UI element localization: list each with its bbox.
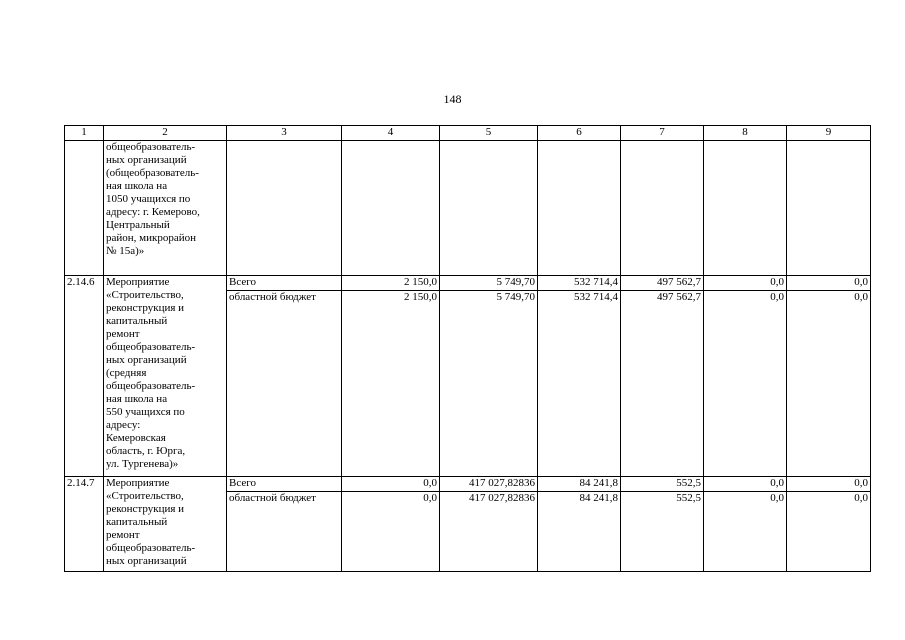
header-row [65, 126, 871, 141]
table-row [65, 276, 871, 477]
value-total: 497 562,7 [621, 276, 703, 291]
row-description: Мероприятие «Строительство, реконструкция и капитальный ремонт общеобразователь- ных организаций (средняя общеобразователь- ная школа на 550 учащихся по адресу: Кемеровская область, г. Юрга, ул. Тургенева)» [104, 276, 227, 477]
row-source [227, 141, 342, 276]
value-regional: 0,0 [423, 492, 437, 504]
budget-table [64, 125, 871, 572]
source-total: Всего [227, 477, 341, 492]
value-regional: 84 241,8 [579, 492, 618, 504]
row-value-8 [704, 477, 787, 572]
value-total: 532 714,4 [538, 276, 620, 291]
row-value-4 [342, 141, 440, 276]
value-regional: 417 027,82836 [469, 492, 535, 504]
value-total: 0,0 [787, 276, 870, 291]
source-regional: областной бюджет [229, 291, 316, 303]
value-total: 417 027,82836 [440, 477, 537, 492]
value-regional: 0,0 [770, 492, 784, 504]
col-header-2: 2 [104, 126, 227, 141]
value-total: 5 749,70 [440, 276, 537, 291]
col-header-4: 4 [342, 126, 440, 141]
value-regional: 0,0 [854, 291, 868, 303]
row-value-8 [704, 141, 787, 276]
row-value-7 [621, 141, 704, 276]
value-total: 552,5 [621, 477, 703, 492]
row-value-7 [621, 276, 704, 477]
row-value-6 [538, 141, 621, 276]
col-header-7: 7 [621, 126, 704, 141]
row-value-5 [440, 477, 538, 572]
row-value-9 [787, 477, 871, 572]
row-code: 2.14.6 [65, 276, 104, 477]
value-regional: 2 150,0 [404, 291, 437, 303]
row-code [65, 141, 104, 276]
value-regional: 5 749,70 [496, 291, 535, 303]
col-header-3: 3 [227, 126, 342, 141]
value-total: 0,0 [787, 477, 870, 492]
table-row [65, 141, 871, 276]
row-value-6 [538, 477, 621, 572]
row-description: Мероприятие «Строительство, реконструкция и капитальный ремонт общеобразователь- ных организаций [104, 477, 227, 572]
row-value-9 [787, 141, 871, 276]
value-regional: 0,0 [854, 492, 868, 504]
row-value-5 [440, 276, 538, 477]
col-header-5: 5 [440, 126, 538, 141]
value-total: 0,0 [704, 477, 786, 492]
row-source [227, 276, 342, 477]
value-total: 0,0 [342, 477, 439, 492]
row-description: общеобразователь- ных организаций (общеобразователь- ная школа на 1050 учащихся по адресу: г. Кемерово, Центральный район, микрорайон № 15а)» [104, 141, 227, 276]
value-regional: 552,5 [676, 492, 701, 504]
row-value-8 [704, 276, 787, 477]
row-value-5 [440, 141, 538, 276]
col-header-1: 1 [65, 126, 104, 141]
col-header-6: 6 [538, 126, 621, 141]
table-row [65, 477, 871, 572]
col-header-8: 8 [704, 126, 787, 141]
value-regional: 0,0 [770, 291, 784, 303]
row-value-9 [787, 276, 871, 477]
value-total: 0,0 [704, 276, 786, 291]
value-total: 84 241,8 [538, 477, 620, 492]
row-value-4 [342, 276, 440, 477]
row-value-6 [538, 276, 621, 477]
source-regional: областной бюджет [229, 492, 316, 504]
row-source [227, 477, 342, 572]
value-total: 2 150,0 [342, 276, 439, 291]
row-code: 2.14.7 [65, 477, 104, 572]
col-header-9: 9 [787, 126, 871, 141]
row-value-4 [342, 477, 440, 572]
page-number: 148 [443, 92, 462, 106]
value-regional: 497 562,7 [657, 291, 701, 303]
row-value-7 [621, 477, 704, 572]
value-regional: 532 714,4 [574, 291, 618, 303]
source-total: Всего [227, 276, 341, 291]
